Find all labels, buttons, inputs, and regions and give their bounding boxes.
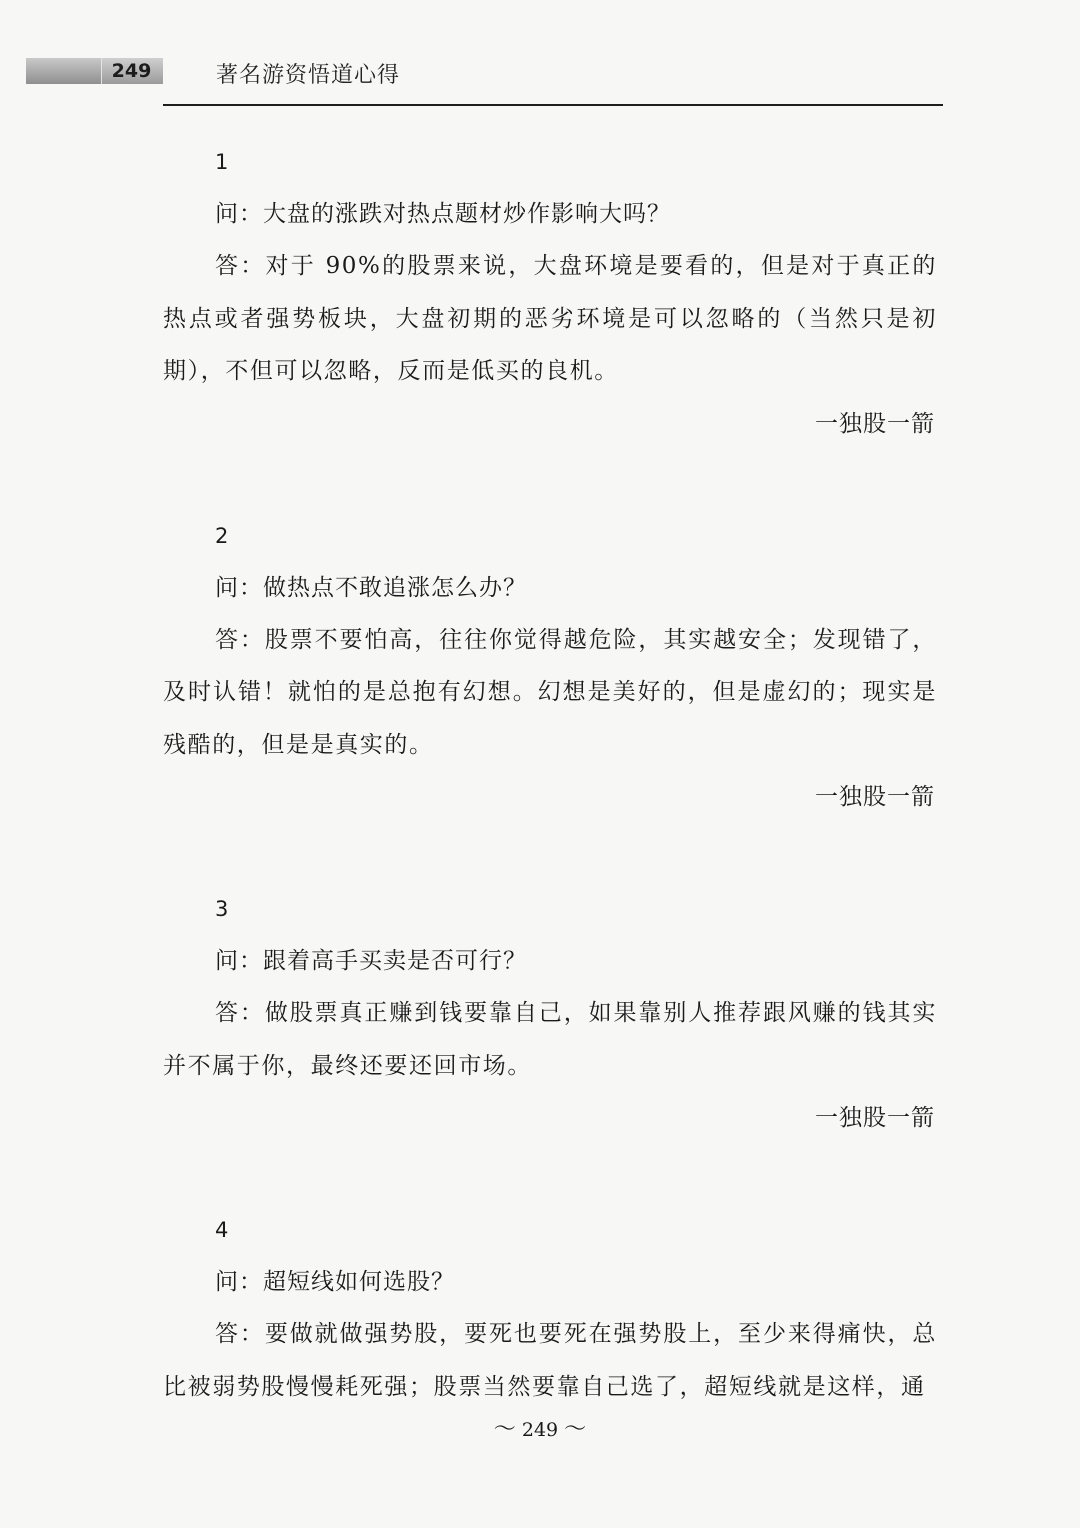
main-content [163, 148, 937, 1413]
footer-right-tilde: ～ [564, 1417, 587, 1442]
qa-answer: 答：对于 90%的股票来说，大盘环境是要看的，但是对于真正的热点或者强势板块，大盘初期的恶劣环境是可以忽略的（当然只是初期），不但可以忽略，反而是低买的良机。 [163, 253, 937, 384]
qa-answer: 答：要做就做强势股，要死也要死在强势股上，至少来得痛快，总比被弱势股慢慢耗死强；股票当然要靠自己选了，超短线就是这样，通 [163, 1321, 937, 1400]
qa-number: 1 [215, 150, 229, 174]
running-header-title: 著名游资悟道心得 [216, 63, 401, 88]
qa-number: 2 [215, 523, 229, 548]
qa-item [163, 1216, 937, 1413]
qa-question: 问：跟着高手买卖是否可行？ [215, 948, 527, 974]
page-footer [0, 1412, 1080, 1443]
qa-item [163, 895, 937, 1144]
footer-page-number: 249 [521, 1419, 559, 1441]
header-page-number: 249 [111, 60, 152, 82]
qa-signature: 一独股一箭 [815, 410, 935, 437]
qa-signature: 一独股一箭 [815, 784, 935, 810]
qa-number: 3 [215, 897, 229, 921]
header-rule [163, 104, 943, 106]
qa-number: 4 [215, 1218, 229, 1242]
qa-answer: 答：股票不要怕高，往往你觉得越危险，其实越安全；发现错了，及时认错！就怕的是总抱有幻想。幻想是美好的，但是虚幻的；现实是残酷的，但是是真实的。 [163, 626, 937, 758]
footer-left-tilde: ～ [493, 1417, 516, 1442]
qa-question: 问：大盘的涨跌对热点题材炒作影响大吗？ [215, 201, 671, 227]
qa-signature: 一独股一箭 [815, 1105, 935, 1131]
qa-answer: 答：做股票真正赚到钱要靠自己，如果靠别人推荐跟风赚的钱其实并不属于你，最终还要还回市场。 [163, 1000, 937, 1079]
qa-item [163, 522, 937, 824]
qa-item [163, 148, 937, 450]
qa-question: 问：超短线如何选股？ [215, 1269, 455, 1295]
qa-question: 问：做热点不敢追涨怎么办？ [215, 574, 527, 601]
